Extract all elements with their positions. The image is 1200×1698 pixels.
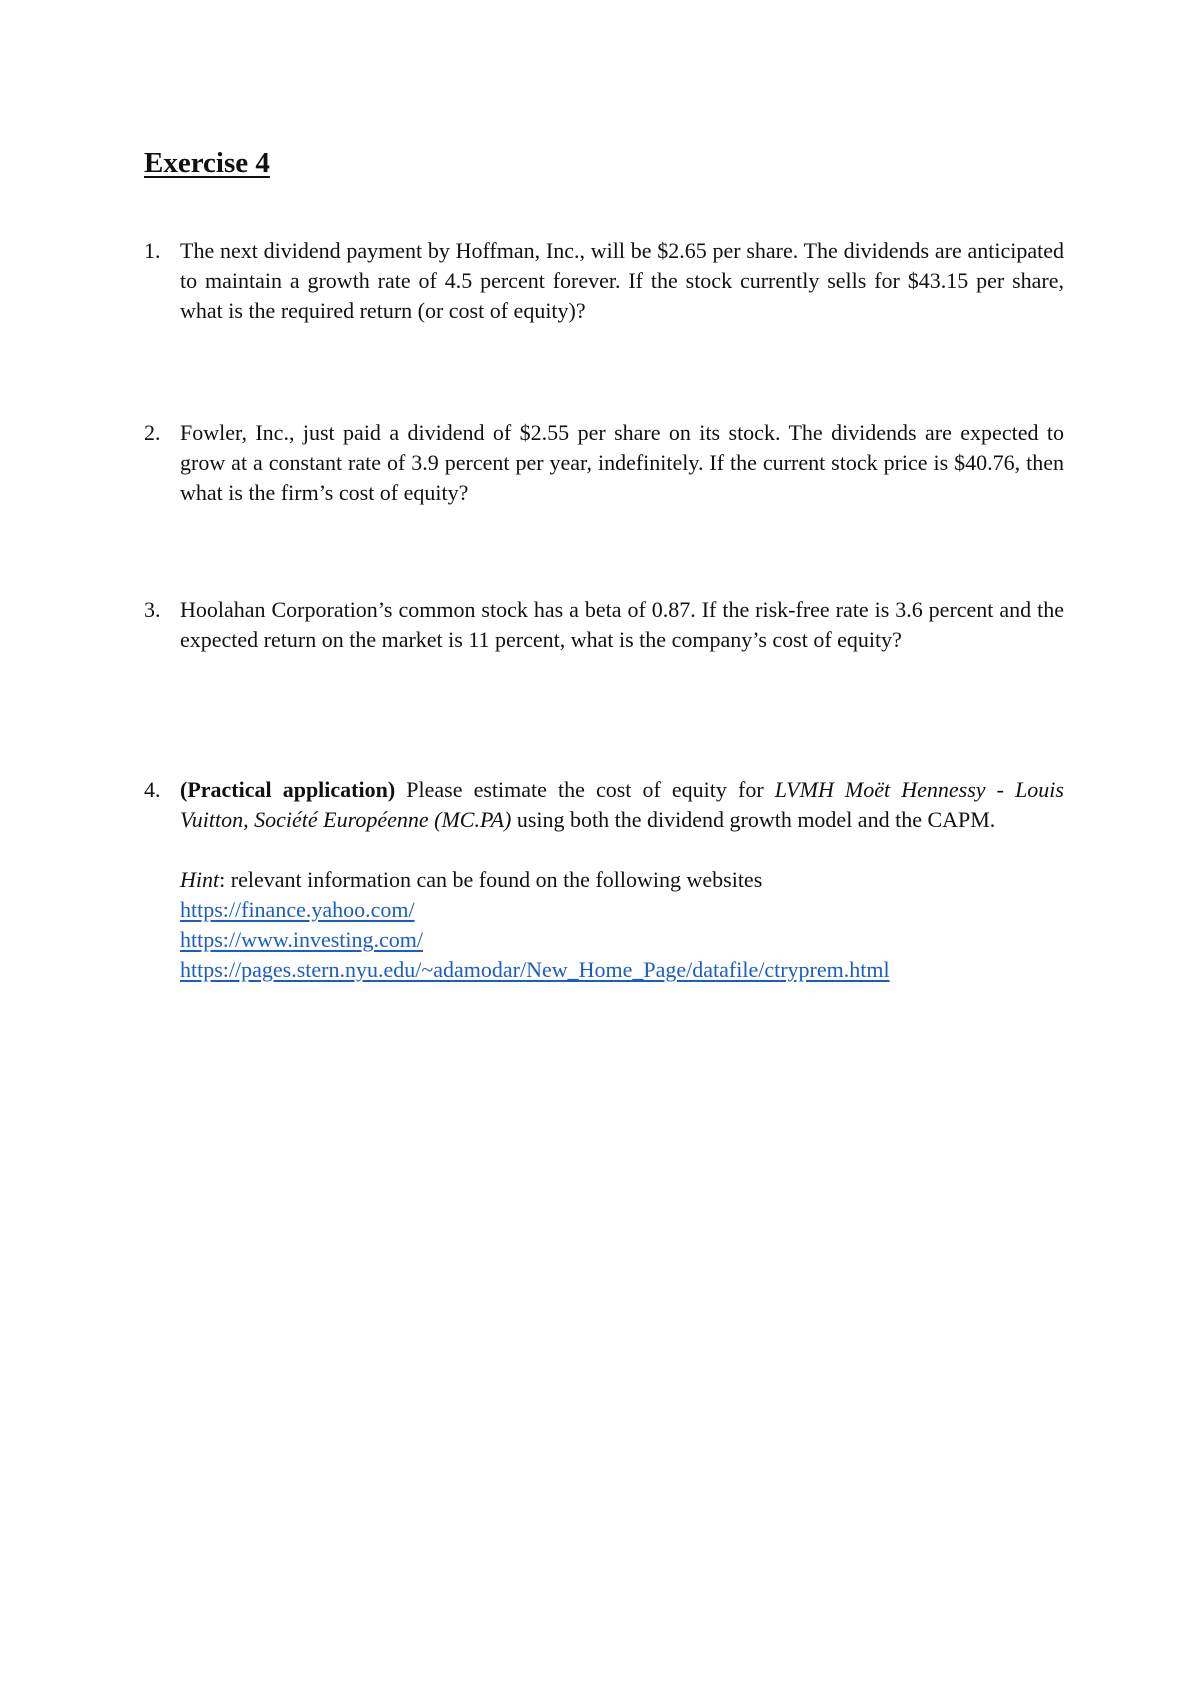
- question-number: 4.: [144, 777, 161, 802]
- page-title: Exercise 4: [144, 147, 270, 179]
- link-yahoo-finance[interactable]: https://finance.yahoo.com/: [180, 897, 415, 922]
- question-label: (Practical application): [180, 777, 396, 802]
- question-text: Fowler, Inc., just paid a dividend of $2.55 per share on its stock. The dividends are expected to grow at a constant rate of 3.9 percent per year, indefinitely. If the current stock price is $40.76, then what is the firm’s cost of equity?: [180, 420, 1064, 505]
- question-3: [144, 595, 1064, 655]
- link-damodaran-country-premium[interactable]: https://pages.stern.nyu.edu/~adamodar/New_Home_Page/datafile/ctryprem.html: [180, 957, 890, 982]
- question-4: [144, 775, 1064, 985]
- hint-block: [180, 865, 1064, 985]
- question-1: [144, 236, 1064, 326]
- question-number: 2.: [144, 420, 161, 445]
- company-name: LVMH Moët Hennessy - Louis Vuitton, Société Européenne (MC.PA): [180, 777, 1064, 832]
- link-investing[interactable]: https://www.investing.com/: [180, 927, 424, 952]
- question-text-after: using both the dividend growth model and the CAPM.: [511, 807, 996, 832]
- question-number: 3.: [144, 597, 161, 622]
- question-text: Hoolahan Corporation’s common stock has a beta of 0.87. If the risk-free rate is 3.6 percent and the expected return on the market is 11 percent, what is the company’s cost of equity?: [180, 597, 1064, 652]
- question-text: [180, 775, 1064, 835]
- question-number: 1.: [144, 238, 161, 263]
- hint-text: : relevant information can be found on the following websites: [219, 867, 763, 892]
- hint-line: [180, 865, 1064, 895]
- question-text-before: Please estimate the cost of equity for: [395, 777, 775, 802]
- question-text: The next dividend payment by Hoffman, Inc., will be $2.65 per share. The dividends are anticipated to maintain a growth rate of 4.5 percent forever. If the stock currently sells for $43.15 per share, what is the required return (or cost of equity)?: [180, 238, 1064, 323]
- question-2: [144, 418, 1064, 508]
- hint-label: Hint: [180, 867, 220, 892]
